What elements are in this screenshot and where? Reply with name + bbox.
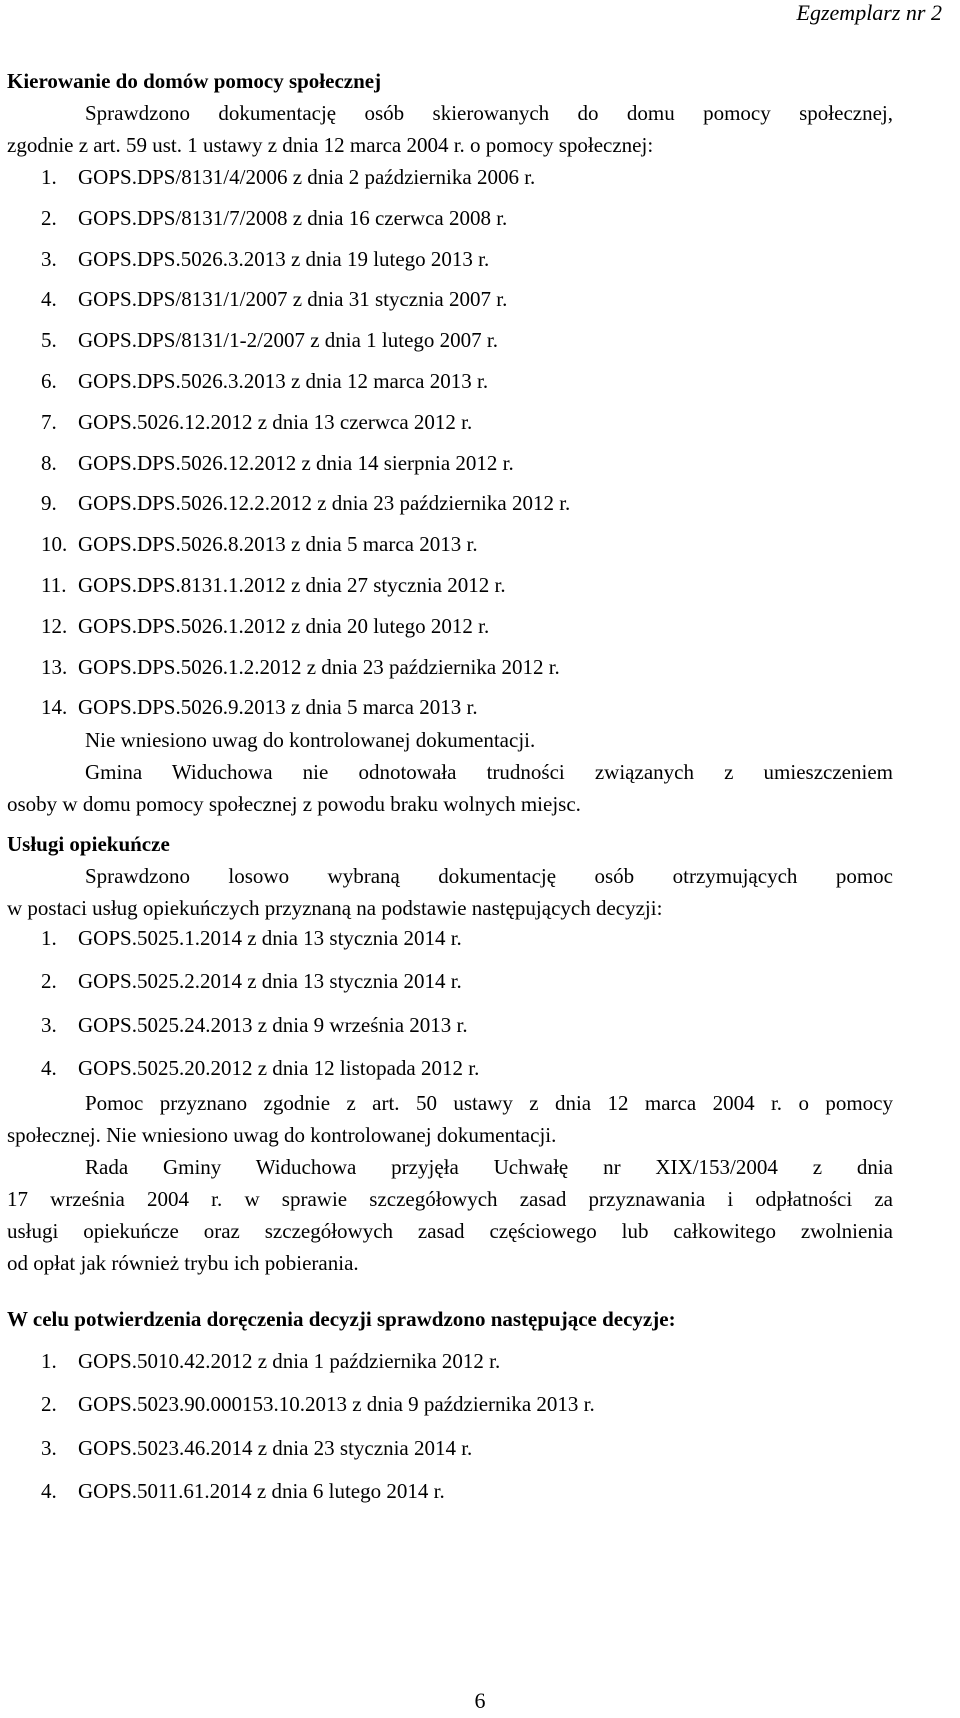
list-item xyxy=(7,524,893,565)
list-item xyxy=(7,1470,893,1513)
list-item-text: GOPS.DPS.5026.12.2.2012 z dnia 23 października 2012 r. xyxy=(78,491,571,516)
dps-note: Nie wniesiono uwag do kontrolowanej dokumentacji. xyxy=(85,728,536,752)
list-item xyxy=(7,960,893,1003)
list-item-text: GOPS.5010.42.2012 z dnia 1 października 2012 r. xyxy=(78,1349,501,1373)
list-item xyxy=(7,687,893,728)
uslugi-intro-line2: w postaci usług opiekuńczych przyznaną na podstawie następujących decyzji: xyxy=(7,896,663,920)
uslugi-intro-line1: Sprawdzono losowo wybraną dokumentację osób otrzymujących pomoc xyxy=(85,864,893,888)
list-item-number: 11. xyxy=(41,572,67,597)
list-item-text: GOPS.DPS/8131/1-2/2007 z dnia 1 lutego 2007 r. xyxy=(78,328,499,353)
list-item-number: 4. xyxy=(41,287,57,312)
uslugi-conclusions xyxy=(7,1087,893,1279)
uslugi-decision-list xyxy=(7,917,893,1090)
list-item-text: GOPS.5023.46.2014 z dnia 23 stycznia 2014 r. xyxy=(78,1435,473,1460)
list-item-number: 6. xyxy=(41,368,57,393)
list-item-number: 4. xyxy=(41,1478,57,1503)
list-item xyxy=(7,402,893,443)
list-item-text: GOPS.DPS/8131/1/2007 z dnia 31 stycznia 2007 r. xyxy=(78,287,508,312)
list-item-text: GOPS.DPS.5026.1.2.2012 z dnia 23 października 2012 r. xyxy=(78,654,560,679)
dps-intro-line2: zgodnie z art. 59 ust. 1 ustawy z dnia 12 marca 2004 r. o pomocy społecznej: xyxy=(7,133,654,157)
list-item-number: 1. xyxy=(41,1349,57,1373)
section-dps xyxy=(7,65,893,161)
list-item-text: GOPS.DPS.5026.8.2013 z dnia 5 marca 2013 r. xyxy=(78,532,478,557)
list-item-text: GOPS.DPS.5026.12.2012 z dnia 14 sierpnia 2012 r. xyxy=(78,450,514,475)
list-item-text: GOPS.5025.1.2014 z dnia 13 stycznia 2014 r. xyxy=(78,926,462,950)
list-item-number: 10. xyxy=(41,532,68,557)
list-item xyxy=(7,1047,893,1090)
list-item-text: GOPS.5025.2.2014 z dnia 13 stycznia 2014 r. xyxy=(78,969,462,994)
list-item-text: GOPS.DPS.5026.3.2013 z dnia 12 marca 2013 r. xyxy=(78,368,489,393)
list-item-number: 9. xyxy=(41,491,57,516)
list-item xyxy=(7,279,893,320)
list-item xyxy=(7,1004,893,1047)
dps-decision-list xyxy=(7,157,893,728)
list-item-number: 1. xyxy=(41,926,57,950)
section-title-dps: Kierowanie do domów pomocy społecznej xyxy=(7,69,382,93)
gmina-line1: Gmina Widuchowa nie odnotowała trudności związanych z umieszczeniem xyxy=(85,760,893,784)
rada-line2: 17 września 2004 r. w sprawie szczegółowych zasad przyznawania i odpłatności za xyxy=(7,1187,893,1211)
rada-line3: usługi opiekuńcze oraz szczegółowych zasad częściowego lub całkowitego zwolnienia xyxy=(7,1219,893,1243)
list-item-text: GOPS.DPS.5026.9.2013 z dnia 5 marca 2013 r. xyxy=(78,695,478,720)
list-item-text: GOPS.5023.90.000153.10.2013 z dnia 9 października 2013 r. xyxy=(78,1392,595,1417)
dps-intro-line1: Sprawdzono dokumentację osób skierowanych do domu pomocy społecznej, xyxy=(85,101,893,125)
gmina-line2: osoby w domu pomocy społecznej z powodu braku wolnych miejsc. xyxy=(7,792,581,816)
section-title-uslugi: Usługi opiekuńcze xyxy=(7,832,170,856)
list-item-number: 8. xyxy=(41,450,57,475)
list-item xyxy=(7,483,893,524)
list-item xyxy=(7,647,893,688)
list-item-text: GOPS.DPS.5026.1.2012 z dnia 20 lutego 2012 r. xyxy=(78,613,490,638)
rada-line4: od opłat jak również trybu ich pobierania. xyxy=(7,1251,359,1275)
list-item xyxy=(7,443,893,484)
rada-line1: Rada Gminy Widuchowa przyjęła Uchwałę nr XIX/153/2004 z dnia xyxy=(85,1155,893,1179)
list-item-number: 1. xyxy=(41,165,57,189)
list-item-number: 3. xyxy=(41,1435,57,1460)
list-item-number: 3. xyxy=(41,1012,57,1037)
section-title-doreczenia: W celu potwierdzenia doręczenia decyzji sprawdzono następujące decyzje: xyxy=(7,1307,676,1331)
list-item-text: GOPS.DPS/8131/4/2006 z dnia 2 października 2006 r. xyxy=(78,165,536,189)
list-item-text: GOPS.DPS.5026.3.2013 z dnia 19 lutego 2013 r. xyxy=(78,246,490,271)
list-item xyxy=(7,1383,893,1426)
list-item xyxy=(7,917,893,960)
list-item-number: 2. xyxy=(41,969,57,994)
dps-conclusions xyxy=(7,724,893,820)
list-item-number: 14. xyxy=(41,695,68,720)
list-item xyxy=(7,606,893,647)
list-item-number: 4. xyxy=(41,1055,57,1080)
list-item xyxy=(7,320,893,361)
list-item-text: GOPS.5026.12.2012 z dnia 13 czerwca 2012 r. xyxy=(78,409,473,434)
list-item-number: 2. xyxy=(41,1392,57,1417)
list-item xyxy=(7,361,893,402)
list-item-text: GOPS.DPS/8131/7/2008 z dnia 16 czerwca 2008 r. xyxy=(78,205,508,230)
list-item-number: 13. xyxy=(41,654,68,679)
list-item-number: 2. xyxy=(41,205,57,230)
copy-number-label: Egzemplarz nr 2 xyxy=(796,0,942,25)
list-item xyxy=(7,157,893,198)
list-item-text: GOPS.5025.24.2013 z dnia 9 września 2013 r. xyxy=(78,1012,468,1037)
pomoc-line1: Pomoc przyznano zgodnie z art. 50 ustawy z dnia 12 marca 2004 r. o pomocy xyxy=(85,1091,893,1115)
list-item-text: GOPS.5011.61.2014 z dnia 6 lutego 2014 r. xyxy=(78,1478,445,1503)
list-item-number: 5. xyxy=(41,328,57,353)
doreczenia-decision-list xyxy=(7,1340,893,1513)
list-item-text: GOPS.DPS.8131.1.2012 z dnia 27 stycznia 2012 r. xyxy=(78,572,506,597)
list-item xyxy=(7,1340,893,1383)
section-doreczenia xyxy=(7,1303,893,1335)
list-item xyxy=(7,565,893,606)
list-item-text: GOPS.5025.20.2012 z dnia 12 listopada 2012 r. xyxy=(78,1055,480,1080)
list-item-number: 7. xyxy=(41,409,57,434)
dps-intro-paragraph xyxy=(7,97,893,161)
list-item xyxy=(7,198,893,239)
list-item xyxy=(7,1427,893,1470)
uslugi-intro-paragraph xyxy=(7,860,893,924)
pomoc-line2: społecznej. Nie wniesiono uwag do kontrolowanej dokumentacji. xyxy=(7,1123,557,1147)
page-number: 6 xyxy=(474,1688,486,1713)
list-item xyxy=(7,239,893,280)
section-uslugi xyxy=(7,828,893,924)
list-item-number: 12. xyxy=(41,613,68,638)
list-item-number: 3. xyxy=(41,246,57,271)
